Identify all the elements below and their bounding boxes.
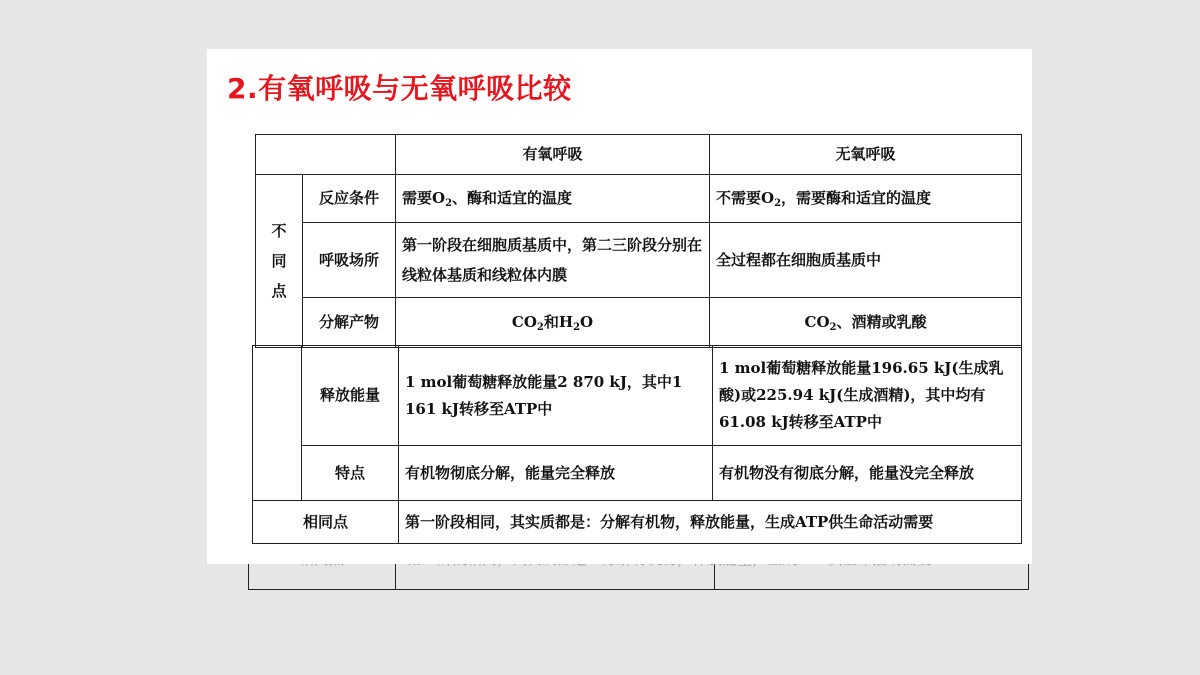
cell-anaerobic-energy: 1 mol葡萄糖释放能量196.65 kJ(生成乳酸)或225.94 kJ(生成酒精)，其中均有61.08 kJ转移至ATP中	[713, 346, 1022, 446]
cell-aerobic-location: 第一阶段在细胞质基质中，第二三阶段分别在线粒体基质和线粒体内膜	[396, 223, 710, 298]
row-location	[256, 223, 1022, 298]
cell-anaerobic-feature: 有机物没有彻底分解，能量没完全释放	[713, 446, 1022, 501]
cell-anaerobic-location: 全过程都在细胞质基质中	[710, 223, 1022, 298]
same-text: 第一阶段相同，其实质都是：分解有机物，释放能量，生成ATP供生命活动需要	[399, 501, 1022, 544]
cell-aerobic-products: $CO_2$和$H_2O$	[396, 298, 710, 348]
cell-anaerobic-condition: 不需要$O_2$，需要酶和适宜的温度	[710, 175, 1022, 223]
row-same	[253, 501, 1022, 544]
row-products	[256, 298, 1022, 348]
row-condition	[256, 175, 1022, 223]
comparison-table-bottom	[252, 345, 1022, 544]
header-row	[256, 135, 1022, 175]
row-label: 特点	[302, 446, 399, 501]
header-aerobic: 有氧呼吸	[396, 135, 710, 175]
same-label: 相同点	[253, 501, 399, 544]
comparison-table-top	[255, 134, 1022, 348]
slide-title: 2.有氧呼吸与无氧呼吸比较	[227, 72, 572, 105]
empty-group-cell	[253, 346, 302, 501]
diff-label: 不 同 点	[256, 175, 303, 348]
row-label: 呼吸场所	[303, 223, 396, 298]
cell-aerobic-energy: 1 mol葡萄糖释放能量2 870 kJ，其中1 161 kJ转移至ATP中	[399, 346, 713, 446]
slide	[207, 49, 1032, 564]
cell-aerobic-feature: 有机物彻底分解，能量完全释放	[399, 446, 713, 501]
row-label: 释放能量	[302, 346, 399, 446]
row-label: 分解产物	[303, 298, 396, 348]
corner-cell	[256, 135, 396, 175]
row-label: 反应条件	[303, 175, 396, 223]
cell-aerobic-condition: 需要$O_2$、酶和适宜的温度	[396, 175, 710, 223]
row-energy	[253, 346, 1022, 446]
cell-anaerobic-products: $CO_2$、酒精或乳酸	[710, 298, 1022, 348]
row-feature	[253, 446, 1022, 501]
header-anaerobic: 无氧呼吸	[710, 135, 1022, 175]
